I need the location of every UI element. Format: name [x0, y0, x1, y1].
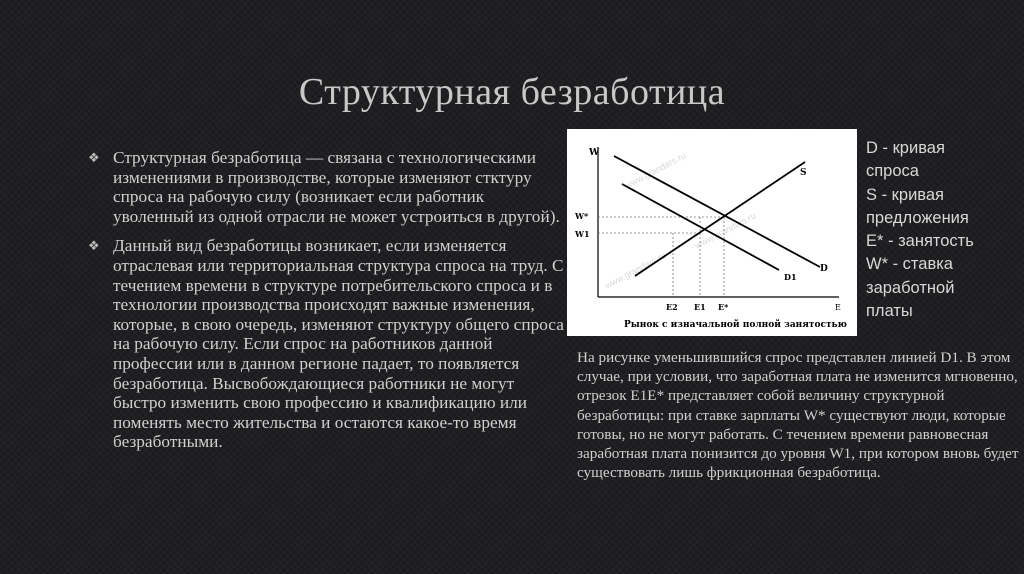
bullet-item — [86, 236, 566, 452]
diamond-bullet-icon: ❖ — [88, 238, 100, 254]
bullet-text: Структурная безработица — связана с технологическими изменениями в производстве, которые изменяют стктуру спроса на рабочую силу (возникает если работник уволенный из одной отрасли не может устроиться в другой). — [113, 148, 560, 226]
demand-label: D — [820, 264, 828, 274]
watermark-text: www.grandars.ru — [693, 210, 758, 251]
legend-line: спроса — [866, 162, 919, 181]
bullet-item — [86, 148, 566, 226]
bullet-text: Данный вид безработицы возникает, если изменяется отраслевая или территориальная структура спроса на труд. С течением времени в структуре потребительского спроса и в технологии производства происходят важные изменения, которые, в свою очередь, изменяют структуру общего спроса на рабочую силу. Если спрос на работников данной профессии или в данном регионе падает, то появляется безработица. Высвобождающиеся работники не могут быстро изменить свою профессию и квалификацию или поменять место жительства и остаются какое-то время безработными. — [113, 236, 564, 452]
demand1-label: D1 — [784, 272, 797, 282]
explanation-text: На рисунке уменьшившийся спрос представлен линией D1. В этом случае, при условии, что заработная плата не изменится мгновенно, отрезок E1E* представляет собой величину структурной безработицы: при ставке зарплаты W* существуют люди, которые готовы, но не могут работать. С течением времени равновесная заработная плата понизится до уровня W1, при котором вновь будет существовать лишь фрикционная безработица. — [577, 349, 1019, 482]
legend-line: заработной — [866, 278, 955, 297]
legend-line: S - кривая — [866, 185, 944, 204]
diamond-bullet-icon: ❖ — [88, 150, 100, 165]
x-axis-label: E — [835, 303, 841, 312]
watermark-text: www.grandars.ru — [603, 250, 668, 291]
diagram-caption: Рынок с изначальной полной занятостью — [624, 320, 847, 330]
labor-market-diagram — [567, 129, 857, 336]
watermark-text: www.grandars.ru — [623, 150, 688, 191]
legend-line: платы — [866, 302, 913, 321]
x-tick-e-star: E* — [718, 302, 729, 312]
supply-label: S — [800, 168, 807, 178]
demand-curve-d1 — [622, 184, 779, 270]
supply-curve-s — [635, 162, 805, 276]
legend-line: W* - ставка — [866, 255, 953, 274]
legend-line: E* - занятость — [866, 232, 974, 251]
diagram-svg — [567, 129, 857, 336]
x-tick-e2: E2 — [666, 302, 678, 312]
slide-title: Структурная безработица — [298, 71, 726, 113]
legend-line: D - кривая — [866, 139, 945, 157]
y-tick-w1: W1 — [575, 229, 590, 239]
bullet-list — [86, 148, 566, 462]
y-tick-w-star: W* — [575, 211, 589, 221]
diagram-legend — [866, 137, 1016, 323]
legend-line: предложения — [866, 208, 969, 227]
y-axis-label: W — [589, 148, 600, 158]
x-tick-e1: E1 — [694, 302, 706, 312]
